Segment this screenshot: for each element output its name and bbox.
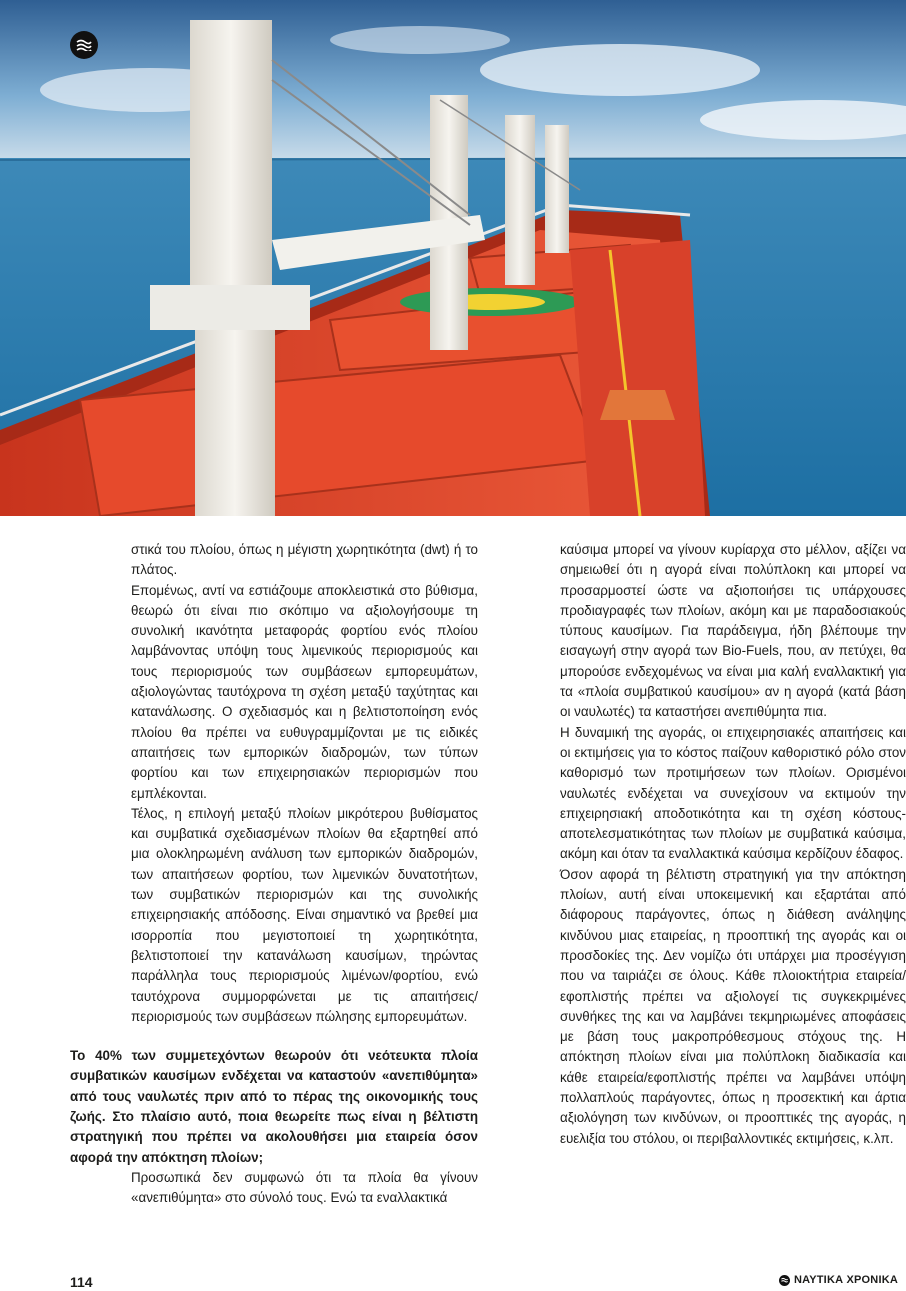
wave-icon: [76, 39, 92, 51]
left-text-column: [70, 540, 478, 1209]
paragraph: Όσον αφορά τη βέλτιστη στρατηγική για την απόκτηση πλοίων, αυτή είναι υποκειμενική και εξαρτάται από διάφορους παράγοντες, όπως η διάθεση ανάληψης κινδύνου μιας εταιρείας, η προοπτική της αγοράς και οι προσδοκίες της. Δεν νομίζω ότι υπάρχει μια προσέγγιση που να ταιριάζει σε όλους. Κάθε πλοιοκτήτρια εταιρεία/εφοπλιστής πρέπει να αξιολογεί τις συγκεκριμένες συνθήκες της και να λαμβάνει τεκμηριωμένες αποφάσεις με βάση τους μακροπρόθεσμους στόχους της. Η απόκτηση πλοίων είναι μια πολύπλοκη διαδικασία και κάθε εταιρεία/εφοπλιστής πρέπει να λαμβάνει υπόψη πολλαπλούς παράγοντες, όπως η προσεκτική και άρτια αξιολόγηση των κινδύνων, οι προοπτικές της αγοράς, η ευελιξία του στόλου, οι περιβαλλοντικές εκτιμήσεις, κ.λπ.: [560, 866, 906, 1146]
magazine-logo-icon: [70, 31, 98, 59]
page-number: 114: [70, 1274, 93, 1290]
paragraph: Προσωπικά δεν συμφωνώ ότι τα πλοία θα γίνουν «ανεπιθύμητα» στο σύνολό τους. Ενώ τα εναλλακτικά: [131, 1169, 478, 1206]
hero-photo: [0, 0, 906, 516]
publication-title: ΝΑΥΤΙΚΑ ΧΡΟΝΙΚΑ: [793, 1274, 898, 1286]
paragraph: Τέλος, η επιλογή μεταξύ πλοίων μικρότερου βυθίσματος και συμβατικά σχεδιασμένων πλοίων θα εξαρτηθεί από μια ολοκληρωμένη ανάλυση των εμπορικών διαδρομών, των απαιτήσεων φορτίου, των λιμενικών δυνατοτήτων, των συμβατικών περιορισμών και της συνολικής επιχειρησιακής απόδοσης. Είναι σημαντικό να βρεθεί μια ισορροπία που μεγιστοποιεί τη χωρητικότητα, βελτιστοποιεί την κατανάλωση καυσίμων, τηρώντας παράλληλα τους περιορισμούς λιμένων/φορτίου, ενώ ταυτόχρονα συμμορφώνεται με τις απαιτήσεις/περιορισμούς των συμβάσεων πώλησης εμπορευμάτων.: [131, 805, 478, 1024]
paragraph: Η δυναμική της αγοράς, οι επιχειρησιακές απαιτήσεις και οι εκτιμήσεις για το κόστος παίζουν καθοριστικό ρόλο στον καθορισμό των προτιμήσεων των πλοίων. Ορισμένοι ναυλωτές ενδέχεται να συνεχίσουν να εκτιμούν την επιχειρησιακή αποδοτικότητα και τη σχέση κόστους-αποτελεσματικότητας των πλοίων με συμβατικά καύσιμα, ακόμη και όταν τα εναλλακτικά καύσιμα κερδίζουν έδαφος.: [560, 724, 906, 862]
publication-logo-icon: [779, 1275, 790, 1286]
paragraph: Επομένως, αντί να εστιάζουμε αποκλειστικά στο βύθισμα, θεωρώ ότι είναι πιο σκόπιμο να αξιολογήσουμε τη συνολική ικανότητα μεταφοράς φορτίου ενός πλοίου λαμβάνοντας υπόψη τους λιμενικούς περιορισμούς και τους περιορισμούς των συμβάσεων εμπορευμάτων, αξιολογώντας ταυτόχρονα τη σχέση μεταξύ ταχύτητας και κατανάλωσης. Ο σχεδιασμός και η βελτιστοποίηση ενός πλοίου θα πρέπει να ευθυγραμμίζονται με τις ειδικές απαιτήσεις των εμπορικών διαδρομών, των τύπων φορτίου και των επιχειρησιακών περιορισμών που εμπλέκονται.: [131, 582, 478, 801]
ship-illustration: [0, 0, 906, 516]
paragraph: καύσιμα μπορεί να γίνουν κυρίαρχα στο μέλλον, αξίζει να σημειωθεί ότι η αγορά είναι πολύπλοκη και μπορεί να προσαρμοστεί ώστε να αξιοποιήσει τις υπάρχουσες προδιαγραφές των πλοίων, ακόμη και με παραδοσιακούς τύπους καυσίμων. Για παράδειγμα, ήδη βλέπουμε την εισαγωγή στην αγορά των Bio-Fuels, που, αν πετύχει, θα μπορούσε ενδεχομένως να είναι μια καλή εναλλακτική για τα «πλοία συμβατικού καυσίμου» αν η αγορά (κατά βάση οι ναυλωτές) τα καταστήσει ανεπιθύμητα πια.: [560, 542, 906, 720]
interview-question: Το 40% των συμμετεχόντων θεωρούν ότι νεότευκτα πλοία συμβατικών καυσίμων ενδέχεται να καταστούν «ανεπιθύμητα» από τους ναυλωτές πριν από το πέρας της οικονομικής τους ζωής. Στο πλαίσιο αυτό, ποια θεωρείτε πως είναι η βέλτιστη στρατηγική που πρέπει να ακολουθήσει μια εταιρεία όσον αφορά την απόκτηση πλοίων;: [70, 1048, 478, 1165]
right-text-column: [560, 540, 906, 1149]
publication-name: [779, 1274, 898, 1286]
paragraph: στικά του πλοίου, όπως η μέγιστη χωρητικότητα (dwt) ή το πλάτος.: [131, 542, 478, 578]
